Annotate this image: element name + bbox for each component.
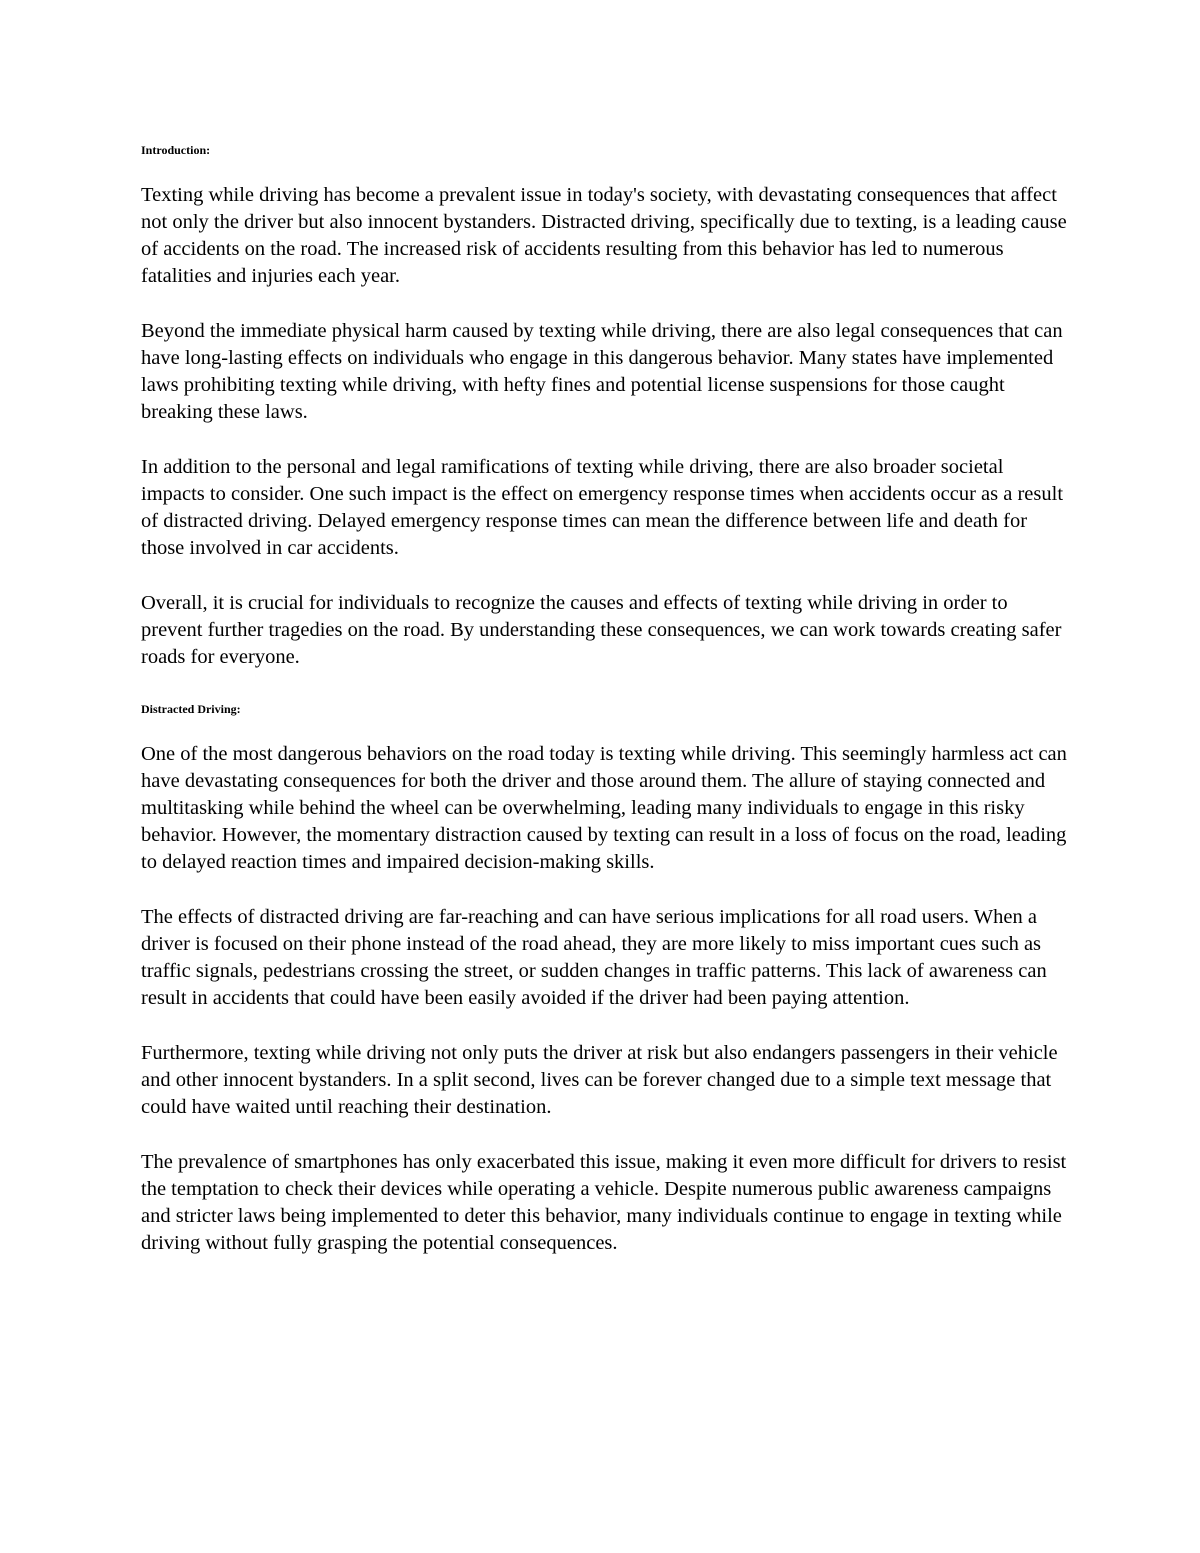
paragraph: Beyond the immediate physical harm caused by texting while driving, there are also legal consequences that can have long-lasting effects on individuals who engage in this dangerous behavior. Many states have implemented laws prohibiting texting while driving, with hefty fines and potential license suspensions for those caught breaking these laws.	[141, 320, 1063, 423]
section-heading: Introduction:	[141, 143, 211, 157]
section-heading: Distracted Driving:	[141, 702, 241, 716]
document-body	[141, 140, 1071, 1285]
paragraph: The effects of distracted driving are far-reaching and can have serious implications for all road users. When a driver is focused on their phone instead of the road ahead, they are more likely to miss important cues such as traffic signals, pedestrians crossing the street, or sudden changes in traffic patterns. This lack of awareness can result in accidents that could have been easily avoided if the driver had been paying attention.	[141, 906, 1047, 1009]
paragraph: The prevalence of smartphones has only exacerbated this issue, making it even more difficult for drivers to resist the temptation to check their devices while operating a vehicle. Despite numerous public awareness campaigns and stricter laws being implemented to deter this behavior, many individuals continue to engage in texting while driving without fully grasping the potential consequences.	[141, 1151, 1067, 1254]
section-introduction	[141, 140, 1071, 671]
paragraph: Furthermore, texting while driving not only puts the driver at risk but also endangers passengers in their vehicle and other innocent bystanders. In a split second, lives can be forever changed due to a simple text message that could have waited until reaching their destination.	[141, 1042, 1058, 1118]
section-distracted-driving	[141, 699, 1071, 1257]
paragraph: Texting while driving has become a prevalent issue in today's society, with devastating consequences that affect not only the driver but also innocent bystanders. Distracted driving, specifically due to texting, is a leading cause of accidents on the road. The increased risk of accidents resulting from this behavior has led to numerous fatalities and injuries each year.	[141, 184, 1067, 287]
paragraph: One of the most dangerous behaviors on the road today is texting while driving. This seemingly harmless act can have devastating consequences for both the driver and those around them. The allure of staying connected and multitasking while behind the wheel can be overwhelming, leading many individuals to engage in this risky behavior. However, the momentary distraction caused by texting can result in a loss of focus on the road, leading to delayed reaction times and impaired decision-making skills.	[141, 743, 1067, 873]
paragraph: In addition to the personal and legal ramifications of texting while driving, there are also broader societal impacts to consider. One such impact is the effect on emergency response times when accidents occur as a result of distracted driving. Delayed emergency response times can mean the difference between life and death for those involved in car accidents.	[141, 456, 1064, 559]
paragraph: Overall, it is crucial for individuals to recognize the causes and effects of texting while driving in order to prevent further tragedies on the road. By understanding these consequences, we can work towards creating safer roads for everyone.	[141, 592, 1062, 668]
